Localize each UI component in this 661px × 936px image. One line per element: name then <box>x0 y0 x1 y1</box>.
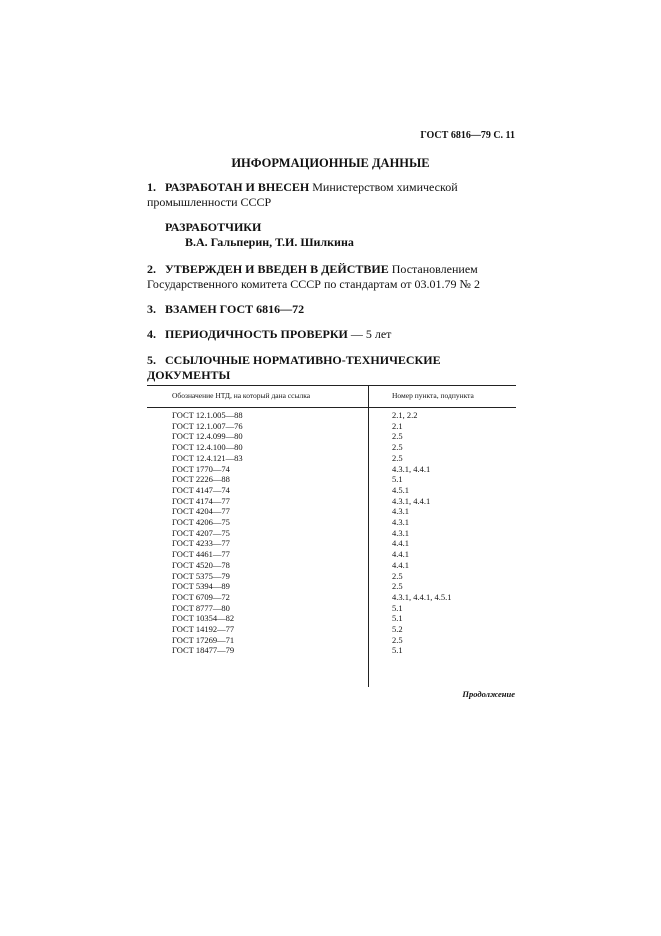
ntd-designation: ГОСТ 4206—75 <box>172 517 230 527</box>
table-row <box>147 464 516 475</box>
clause-number: 4.4.1 <box>392 538 409 549</box>
table-row <box>147 613 516 624</box>
item-number: 5. <box>147 353 156 367</box>
table-row <box>147 442 516 453</box>
table-row <box>147 517 516 528</box>
table-header-designation: Обозначение НТД, на который дана ссылка <box>172 391 311 400</box>
table-row <box>147 635 516 646</box>
ntd-designation: ГОСТ 12.1.005—88 <box>172 410 243 420</box>
ntd-designation: ГОСТ 4461—77 <box>172 549 230 560</box>
clause-number: 2.5 <box>392 452 403 463</box>
table-row <box>147 624 516 635</box>
ntd-designation: ГОСТ 4520—78 <box>172 559 230 570</box>
ntd-designation: ГОСТ 4207—75 <box>172 527 230 538</box>
clause-number: 2.5 <box>392 442 403 453</box>
ntd-designation: ГОСТ 1770—74 <box>172 463 230 474</box>
table-row <box>147 485 516 496</box>
clause-number: 4.3.1, 4.4.1 <box>392 495 431 506</box>
table-row <box>147 603 516 614</box>
clause-number: 5.1 <box>392 645 403 656</box>
ntd-designation: ГОСТ 4174—77 <box>172 495 230 506</box>
ntd-designation: ГОСТ 17269—71 <box>172 634 235 645</box>
table-row <box>147 645 516 656</box>
table-row <box>147 474 516 485</box>
table-row <box>147 506 516 517</box>
clause-number: 4.4.1 <box>392 549 409 560</box>
ntd-designation: ГОСТ 5394—89 <box>172 581 230 592</box>
ntd-designation: ГОСТ 4204—77 <box>172 506 230 517</box>
clause-number: 5.1 <box>392 602 403 613</box>
table-header-clause: Номер пункта, подпункта <box>392 391 474 400</box>
clause-number: 4.3.1 <box>392 506 409 517</box>
item-number: 1. <box>147 180 156 194</box>
clause-number: 4.5.1 <box>392 484 409 495</box>
item-2 <box>147 262 519 292</box>
table-row <box>147 549 516 560</box>
ntd-designation: ГОСТ 12.4.121—83 <box>172 452 243 463</box>
ntd-designation: ГОСТ 10354—82 <box>172 613 235 624</box>
ntd-designation: ГОСТ 8777—80 <box>172 602 230 613</box>
table-top-rule <box>147 385 516 386</box>
table-row <box>147 571 516 582</box>
clause-number: 2.1, 2.2 <box>392 410 418 420</box>
ntd-designation: ГОСТ 18477—79 <box>172 645 235 656</box>
item-number: 3. <box>147 302 156 316</box>
table-row <box>147 581 516 592</box>
table-header-rule <box>147 407 516 408</box>
item-heading: ВЗАМЕН ГОСТ 6816—72 <box>165 302 305 316</box>
item-text: Постановлением Государственного комитета СССР по стандартам от 03.01.79 № 2 <box>147 262 480 291</box>
ntd-designation: ГОСТ 12.4.099—80 <box>172 431 243 442</box>
item-number: 4. <box>147 327 156 341</box>
clause-number: 2.5 <box>392 431 403 442</box>
ntd-designation: ГОСТ 12.4.100—80 <box>172 442 243 453</box>
table-row <box>147 560 516 571</box>
developers-names: В.А. Гальперин, Т.И. Шилкина <box>185 235 354 249</box>
clause-number: 4.3.1, 4.4.1, 4.5.1 <box>392 591 452 602</box>
item-4 <box>147 327 519 342</box>
clause-number: 4.3.1 <box>392 517 409 527</box>
table-row <box>147 431 516 442</box>
page-title: ИНФОРМАЦИОННЫЕ ДАННЫЕ <box>231 156 430 170</box>
item-3 <box>147 302 519 317</box>
table-row <box>147 410 516 421</box>
ntd-designation: ГОСТ 4147—74 <box>172 484 230 495</box>
clause-number: 4.3.1, 4.4.1 <box>392 463 431 474</box>
clause-number: 2.5 <box>392 570 403 581</box>
clause-number: 2.5 <box>392 634 403 645</box>
page-header: ГОСТ 6816—79 С. 11 <box>420 130 515 141</box>
table-row <box>147 538 516 549</box>
table-row <box>147 421 516 432</box>
ntd-designation: ГОСТ 6709—72 <box>172 591 230 602</box>
table-row <box>147 528 516 539</box>
ntd-designation: ГОСТ 4233—77 <box>172 538 230 549</box>
item-heading: ПЕРИОДИЧНОСТЬ ПРОВЕРКИ <box>165 327 348 341</box>
clause-number: 4.4.1 <box>392 559 409 570</box>
item-number: 2. <box>147 262 156 276</box>
item-1 <box>147 180 519 210</box>
clause-number: 5.2 <box>392 624 403 634</box>
continuation-note: Продолжение <box>462 689 515 699</box>
table-row <box>147 592 516 603</box>
item-5 <box>147 353 519 383</box>
item-heading: ССЫЛОЧНЫЕ НОРМАТИВНО-ТЕХНИЧЕСКИЕ ДОКУМЕНТЫ <box>147 353 441 382</box>
ntd-designation: ГОСТ 5375—79 <box>172 570 230 581</box>
developers-label: РАЗРАБОТЧИКИ <box>165 220 262 234</box>
item-text: Министерством химической промышленности СССР <box>147 180 458 209</box>
item-heading: РАЗРАБОТАН И ВНЕСЕН <box>165 180 310 194</box>
table-row <box>147 453 516 464</box>
clause-number: 5.1 <box>392 474 403 485</box>
clause-number: 2.1 <box>392 420 403 431</box>
table-row <box>147 496 516 507</box>
clause-number: 5.1 <box>392 613 403 624</box>
item-heading: УТВЕРЖДЕН И ВВЕДЕН В ДЕЙСТВИЕ <box>165 262 389 276</box>
clause-number: 4.3.1 <box>392 527 409 538</box>
clause-number: 2.5 <box>392 581 403 592</box>
item-text: — 5 лет <box>347 327 392 341</box>
ntd-designation: ГОСТ 14192—77 <box>172 624 235 634</box>
ntd-designation: ГОСТ 12.1.007—76 <box>172 420 243 431</box>
ntd-designation: ГОСТ 2226—88 <box>172 474 230 485</box>
